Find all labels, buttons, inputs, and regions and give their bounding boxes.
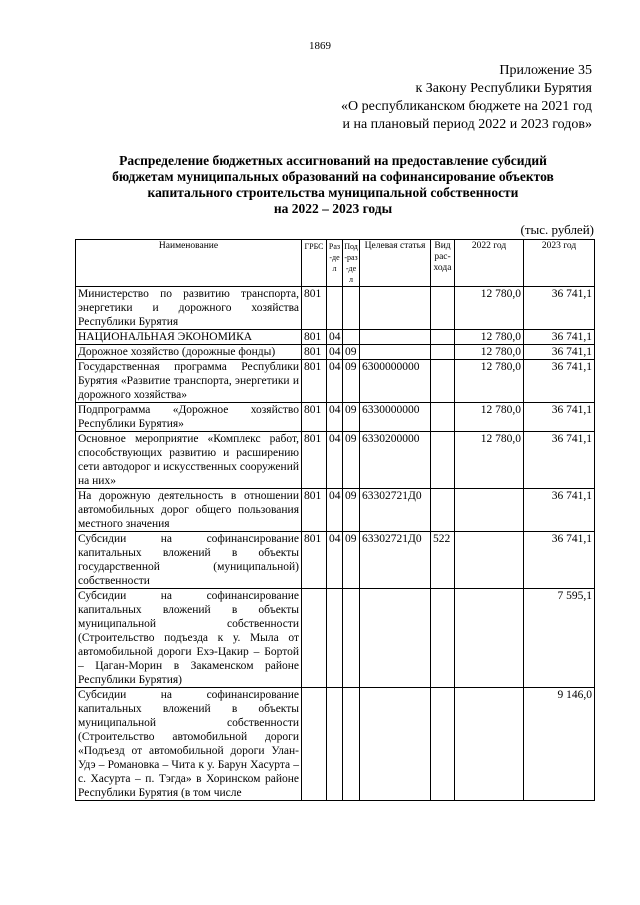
- cell-name: НАЦИОНАЛЬНАЯ ЭКОНОМИКА: [76, 330, 302, 345]
- title-line: Распределение бюджетных ассигнований на предоставление субсидий: [119, 153, 547, 168]
- cell-2023: 36 741,1: [524, 330, 595, 345]
- cell-name: Основное мероприятие «Комплекс работ, способствующих развитию и расширению сети автодорог и искусственных сооружений на них»: [76, 432, 302, 489]
- header-podrazdel: Под-раз-дел: [343, 240, 360, 287]
- cell-razdel: 04: [327, 489, 343, 532]
- cell-razdel: 04: [327, 360, 343, 403]
- cell-target-article: 6330000000: [360, 403, 431, 432]
- cell-razdel: 04: [327, 532, 343, 589]
- cell-2022: [455, 489, 524, 532]
- cell-razdel: 04: [327, 345, 343, 360]
- cell-name: Дорожное хозяйство (дорожные фонды): [76, 345, 302, 360]
- table-row: [76, 345, 595, 360]
- header-expense-type: Вид рас-хода: [431, 240, 455, 287]
- cell-expense-type: [431, 345, 455, 360]
- cell-2022: [455, 532, 524, 589]
- cell-target-article: 6330200000: [360, 432, 431, 489]
- cell-name: Субсидии на софинансирование капитальных вложений в объекты муниципальной собственности (Строительство подъезда к у. Мыла от автомобильной дороги Ехэ-Цакир – Бортой – Цаган-Морин в Закаменском районе Республики Бурятия): [76, 589, 302, 688]
- header-2022: 2022 год: [455, 240, 524, 287]
- table-row: [76, 532, 595, 589]
- cell-podrazdel: [343, 287, 360, 330]
- cell-podrazdel: 09: [343, 532, 360, 589]
- budget-table: [75, 239, 595, 801]
- cell-podrazdel: [343, 688, 360, 801]
- cell-name: Субсидии на софинансирование капитальных вложений в объекты муниципальной собственности (Строительство автомобильной дороги «Подъезд от автомобильной дороги Улан-Удэ – Романовка – Чита к у. Барун Хасурта – с. Хасурта – п. Тэгда» в Хоринском районе Республики Бурятия (в том числе: [76, 688, 302, 801]
- cell-2022: 12 780,0: [455, 345, 524, 360]
- appendix-line: к Закону Республики Бурятия: [415, 81, 592, 96]
- cell-expense-type: [431, 688, 455, 801]
- header-2023: 2023 год: [524, 240, 595, 287]
- title-line: бюджетам муниципальных образований на софинансирование объектов: [112, 169, 554, 184]
- cell-grbs: [302, 589, 327, 688]
- cell-2023: 36 741,1: [524, 360, 595, 403]
- cell-expense-type: [431, 330, 455, 345]
- cell-grbs: [302, 688, 327, 801]
- cell-2022: [455, 688, 524, 801]
- cell-podrazdel: 09: [343, 432, 360, 489]
- cell-expense-type: [431, 360, 455, 403]
- cell-podrazdel: 09: [343, 360, 360, 403]
- cell-grbs: 801: [302, 287, 327, 330]
- cell-expense-type: [431, 287, 455, 330]
- table-header-row: [76, 240, 595, 287]
- cell-2023: 36 741,1: [524, 532, 595, 589]
- cell-target-article: 63302721Д0: [360, 532, 431, 589]
- cell-name: Подпрограмма «Дорожное хозяйство Республики Бурятия»: [76, 403, 302, 432]
- cell-2023: 36 741,1: [524, 345, 595, 360]
- cell-grbs: 801: [302, 532, 327, 589]
- cell-2023: 9 146,0: [524, 688, 595, 801]
- table-row: [76, 287, 595, 330]
- cell-2023: 7 595,1: [524, 589, 595, 688]
- cell-2022: 12 780,0: [455, 330, 524, 345]
- cell-razdel: 04: [327, 432, 343, 489]
- table-row: [76, 330, 595, 345]
- cell-2023: 36 741,1: [524, 287, 595, 330]
- cell-name: Министерство по развитию транспорта, энергетики и дорожного хозяйства Республики Бурятия: [76, 287, 302, 330]
- cell-2022: 12 780,0: [455, 360, 524, 403]
- cell-target-article: [360, 330, 431, 345]
- cell-grbs: 801: [302, 403, 327, 432]
- cell-target-article: [360, 688, 431, 801]
- cell-grbs: 801: [302, 360, 327, 403]
- cell-2023: 36 741,1: [524, 403, 595, 432]
- table-row: [76, 589, 595, 688]
- cell-name: Государственная программа Республики Бурятия «Развитие транспорта, энергетики и дорожного хозяйства»: [76, 360, 302, 403]
- appendix-line: и на плановый период 2022 и 2023 годов»: [342, 117, 592, 132]
- cell-razdel: 04: [327, 403, 343, 432]
- cell-podrazdel: 09: [343, 489, 360, 532]
- cell-2022: 12 780,0: [455, 287, 524, 330]
- cell-target-article: 63302721Д0: [360, 489, 431, 532]
- header-razdel: Раз-дел: [327, 240, 343, 287]
- document-title: [70, 153, 596, 217]
- cell-podrazdel: [343, 330, 360, 345]
- header-grbs: ГРБС: [302, 240, 327, 287]
- cell-expense-type: 522: [431, 532, 455, 589]
- cell-2022: 12 780,0: [455, 403, 524, 432]
- cell-expense-type: [431, 403, 455, 432]
- table-row: [76, 688, 595, 801]
- header-name: Наименование: [76, 240, 302, 287]
- cell-target-article: 6300000000: [360, 360, 431, 403]
- page-number: 1869: [309, 40, 331, 52]
- unit-label: (тыс. рублей): [520, 222, 594, 237]
- cell-podrazdel: 09: [343, 403, 360, 432]
- cell-razdel: [327, 287, 343, 330]
- appendix-line: «О республиканском бюджете на 2021 год: [341, 99, 592, 114]
- cell-grbs: 801: [302, 432, 327, 489]
- appendix-line: Приложение 35: [499, 63, 592, 78]
- title-line: на 2022 – 2023 годы: [273, 201, 393, 216]
- cell-podrazdel: [343, 589, 360, 688]
- header-target-article: Целевая статья: [360, 240, 431, 287]
- cell-expense-type: [431, 489, 455, 532]
- cell-target-article: [360, 287, 431, 330]
- appendix-reference: [341, 62, 592, 134]
- cell-2022: 12 780,0: [455, 432, 524, 489]
- cell-expense-type: [431, 589, 455, 688]
- cell-name: Субсидии на софинансирование капитальных вложений в объекты государственной (муниципальной) собственности: [76, 532, 302, 589]
- cell-razdel: 04: [327, 330, 343, 345]
- title-line: капитального строительства муниципальной собственности: [147, 185, 519, 200]
- cell-2023: 36 741,1: [524, 432, 595, 489]
- cell-razdel: [327, 688, 343, 801]
- table-row: [76, 403, 595, 432]
- cell-2023: 36 741,1: [524, 489, 595, 532]
- cell-grbs: 801: [302, 489, 327, 532]
- cell-2022: [455, 589, 524, 688]
- cell-target-article: [360, 589, 431, 688]
- table-row: [76, 360, 595, 403]
- cell-grbs: 801: [302, 330, 327, 345]
- cell-expense-type: [431, 432, 455, 489]
- table-row: [76, 432, 595, 489]
- cell-name: На дорожную деятельность в отношении автомобильных дорог общего пользования местного значения: [76, 489, 302, 532]
- cell-podrazdel: 09: [343, 345, 360, 360]
- cell-razdel: [327, 589, 343, 688]
- cell-target-article: [360, 345, 431, 360]
- cell-grbs: 801: [302, 345, 327, 360]
- table-row: [76, 489, 595, 532]
